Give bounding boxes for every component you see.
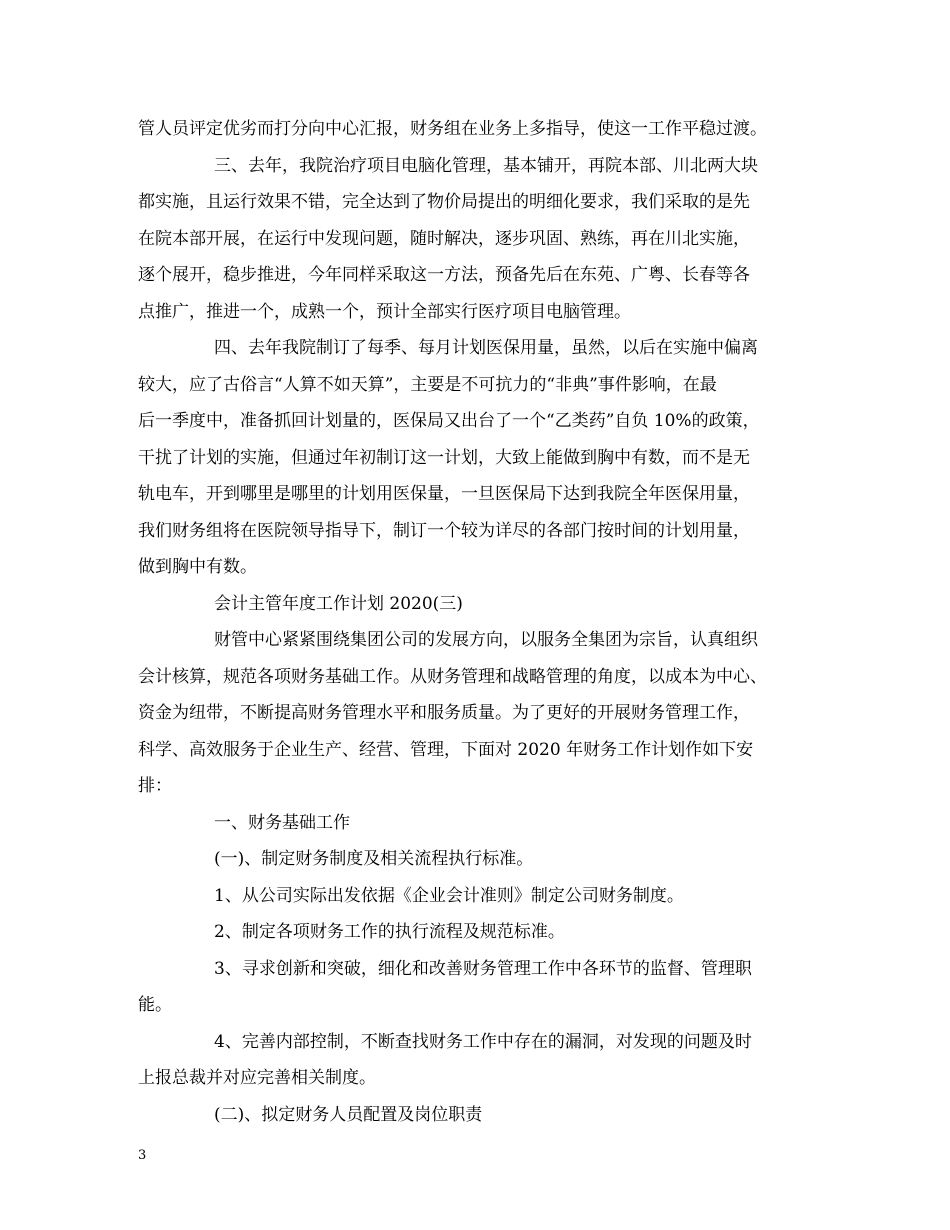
list-item-continuation: 能。 (138, 995, 172, 1015)
subsection-heading: (一)、制定财务制度及相关流程执行标准。 (214, 849, 534, 869)
paragraph-line: 都实施，且运行效果不错，完全达到了物价局提出的明细化要求，我们采取的是先 (138, 192, 750, 212)
document-body (138, 111, 818, 1133)
paragraph-line: 轨电车，开到哪里是哪里的计划用医保量，一旦医保局下达到我院全年医保用量， (138, 484, 750, 504)
subsection-heading: (二)、拟定财务人员配置及岗位职责 (214, 1104, 483, 1125)
list-item: 1、从公司实际出发依据《企业会计准则》制定公司财务制度。 (214, 885, 684, 906)
paragraph-line: 干扰了计划的实施，但通过年初制订这一计划，大致上能做到胸中有数，而不是无 (138, 447, 750, 468)
page-number: 3 (138, 1148, 147, 1163)
paragraph-line: 我们财务组将在医院领导指导下，制订一个较为详尽的各部门按时间的计划用量， (138, 520, 750, 541)
paragraph-line: 做到胸中有数。 (138, 557, 257, 577)
paragraph-line: 逐个展开，稳步推进，今年同样采取这一方法，预备先后在东苑、广粤、长春等各 (138, 265, 750, 285)
list-item: 4、完善内部控制，不断查找财务工作中存在的漏洞，对发现的问题及时 (214, 1031, 752, 1052)
section-title: 会计主管年度工作计划 2020(三) (214, 593, 463, 614)
paragraph-line: 后一季度中，准备抓回计划量的，医保局又出台了一个“乙类药”自负 10%的政策， (138, 411, 760, 431)
paragraph-line: 在院本部开展，在运行中发现问题，随时解决，逐步巩固、熟练，再在川北实施， (138, 228, 750, 249)
section-heading: 一、财务基础工作 (214, 812, 350, 833)
list-item-continuation: 上报总裁并对应完善相关制度。 (138, 1068, 376, 1088)
paragraph-line: 管人员评定优劣而打分向中心汇报，财务组在业务上多指导，使这一工作平稳过渡。 (138, 119, 767, 139)
list-item: 2、制定各项财务工作的执行流程及规范标准。 (214, 922, 565, 942)
paragraph-line: 会计核算，规范各项财务基础工作。从财务管理和战略管理的角度，以成本为中心、 (138, 666, 767, 687)
paragraph-line: 资金为纽带，不断提高财务管理水平和服务质量。为了更好的开展财务管理工作， (138, 703, 750, 723)
paragraph-line: 科学、高效服务于企业生产、经营、管理，下面对 2020 年财务工作计划作如下安 (138, 739, 754, 760)
paragraph-line: 较大，应了古俗言“人算不如天算”，主要是不可抗力的“非典”事件影响，在最 (138, 374, 717, 395)
paragraph-line: 点推广，推进一个，成熟一个，预计全部实行医疗项目电脑管理。 (138, 301, 631, 322)
list-item: 3、寻求创新和突破，细化和改善财务管理工作中各环节的监督、管理职 (214, 958, 752, 979)
paragraph-line: 四、去年我院制订了每季、每月计划医保用量，虽然，以后在实施中偏离 (214, 338, 758, 358)
paragraph-line: 三、去年，我院治疗项目电脑化管理，基本铺开，再院本部、川北两大块 (214, 155, 758, 176)
paragraph-line: 财管中心紧紧围绕集团公司的发展方向，以服务全集团为宗旨，认真组织 (214, 630, 758, 650)
paragraph-line: 排： (138, 776, 172, 796)
